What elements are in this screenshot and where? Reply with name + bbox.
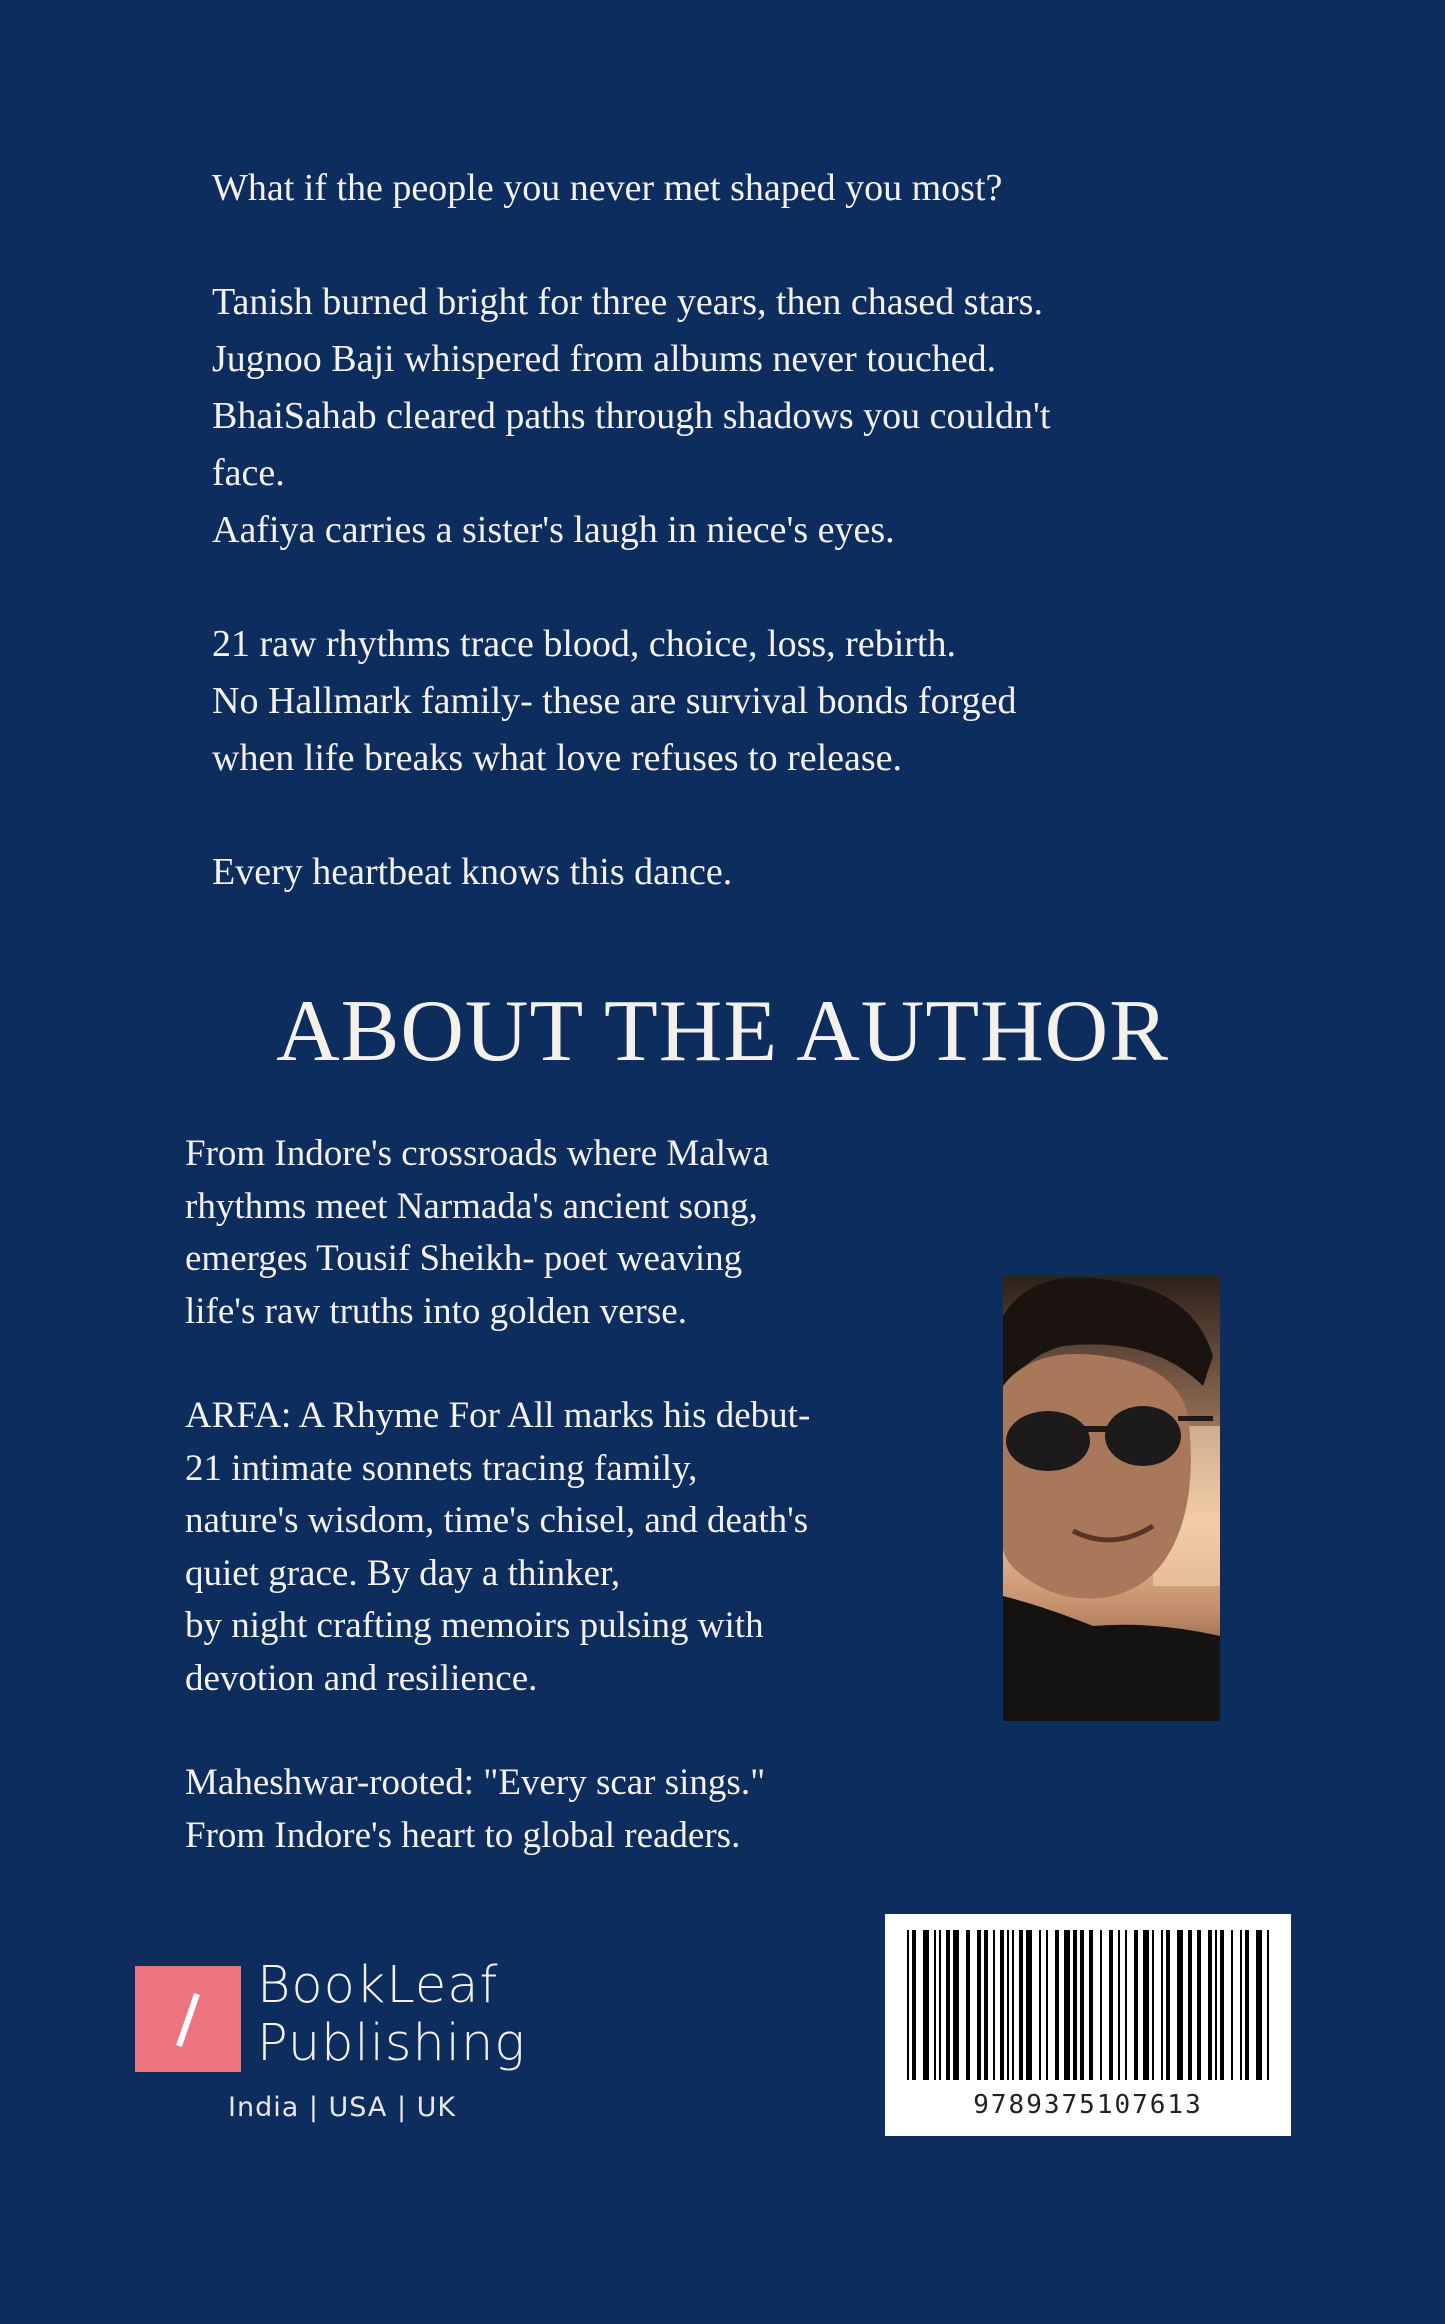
barcode-bar xyxy=(1007,1930,1009,2080)
bio-line: 21 intimate sonnets tracing family, xyxy=(185,1447,698,1489)
bio-paragraph xyxy=(185,1757,925,1862)
barcode-bar xyxy=(912,1930,916,2080)
isbn-barcode xyxy=(885,1914,1291,2136)
barcode-bar xyxy=(1240,1930,1242,2080)
barcode-bar xyxy=(1220,1930,1224,2080)
barcode-bar xyxy=(939,1930,941,2080)
about-the-author-heading: ABOUT THE AUTHOR xyxy=(276,983,1169,1080)
blurb-line: BhaiSahab cleared paths through shadows you couldn't xyxy=(212,395,1051,437)
bio-line: rhythms meet Narmada's ancient song, xyxy=(185,1185,758,1227)
barcode-bar xyxy=(1267,1930,1269,2080)
blurb-paragraph xyxy=(212,616,1212,787)
barcode-bar xyxy=(1256,1930,1262,2080)
blurb-line: Aafiya carries a sister's laugh in niece's eyes. xyxy=(212,509,895,551)
bio-line: ARFA: A Rhyme For All marks his debut- xyxy=(185,1395,811,1436)
barcode-bar xyxy=(1245,1930,1249,2080)
blurb-line: Tanish burned bright for three years, then chased stars. xyxy=(212,281,1043,323)
barcode-bar xyxy=(1177,1930,1183,2080)
blurb-line: No Hallmark family- these are survival bonds forged xyxy=(212,680,1017,722)
barcode-bar xyxy=(1161,1930,1163,2080)
barcode-bar xyxy=(1197,1930,1201,2080)
bio-line: From Indore's crossroads where Malwa xyxy=(185,1133,770,1174)
barcode-bar xyxy=(923,1930,929,2080)
barcode-bar xyxy=(977,1930,981,2080)
barcode-bar xyxy=(1231,1930,1233,2080)
blurb-paragraph xyxy=(212,160,1212,217)
bio-line: devotion and resilience. xyxy=(185,1657,538,1699)
bio-line: emerges Tousif Sheikh- poet weaving xyxy=(185,1238,743,1279)
bio-line: life's raw truths into golden verse. xyxy=(185,1290,687,1332)
barcode-bar xyxy=(1166,1930,1170,2080)
blurb-line: What if the people you never met shaped you most? xyxy=(212,167,1003,209)
barcode-bar xyxy=(1109,1930,1113,2080)
blurb-line: face. xyxy=(212,452,285,494)
barcode-bar xyxy=(1134,1930,1138,2080)
publisher-regions: India | USA | UK xyxy=(228,2092,457,2123)
barcode-bar xyxy=(1039,1930,1041,2080)
publisher-name-line1: BookLeaf xyxy=(257,1956,499,2015)
barcode-bar xyxy=(907,1930,909,2080)
barcode-bar xyxy=(946,1930,950,2080)
barcode-bar xyxy=(1000,1930,1004,2080)
barcode-bar xyxy=(1019,1930,1023,2080)
bio-line: Maheshwar-rooted: "Every scar sings." xyxy=(185,1762,766,1803)
bio-paragraph xyxy=(185,1128,925,1338)
barcode-bar xyxy=(1089,1930,1093,2080)
bio-line: by night crafting memoirs pulsing with xyxy=(185,1605,764,1646)
barcode-bar xyxy=(1012,1930,1014,2080)
blurb-line: when life breaks what love refuses to release. xyxy=(212,737,903,779)
bio-paragraph xyxy=(185,1390,925,1705)
barcode-bar xyxy=(953,1930,959,2080)
bio-line: nature's wisdom, time's chisel, and death's xyxy=(185,1500,809,1541)
barcode-bar xyxy=(993,1930,995,2080)
author-bio xyxy=(185,1128,925,1914)
back-cover-blurb xyxy=(212,160,1212,901)
isbn-number: 9789375107613 xyxy=(973,2090,1203,2120)
barcode-bar xyxy=(1055,1930,1059,2080)
barcode-bar xyxy=(934,1930,936,2080)
author-photo xyxy=(1003,1276,1220,1721)
publisher-logo xyxy=(135,1956,535,2133)
barcode-bar xyxy=(1208,1930,1212,2080)
barcode-bar xyxy=(1143,1930,1149,2080)
barcode-bar xyxy=(1125,1930,1127,2080)
publisher-name-line2: Publishing xyxy=(257,2014,526,2073)
blurb-line: 21 raw rhythms trace blood, choice, loss, rebirth. xyxy=(212,623,956,665)
bio-line: quiet grace. By day a thinker, xyxy=(185,1552,621,1594)
bio-line: From Indore's heart to global readers. xyxy=(185,1814,741,1856)
blurb-line: Every heartbeat knows this dance. xyxy=(212,851,733,893)
barcode-bar xyxy=(1152,1930,1154,2080)
publisher-name xyxy=(257,1957,526,2073)
barcode-bar xyxy=(966,1930,970,2080)
barcode-bar xyxy=(1080,1930,1084,2080)
barcode-bar xyxy=(1215,1930,1217,2080)
barcode-bar xyxy=(1073,1930,1077,2080)
barcode-bar xyxy=(1064,1930,1070,2080)
blurb-paragraph xyxy=(212,274,1212,559)
barcode-bar xyxy=(1026,1930,1032,2080)
blurb-paragraph xyxy=(212,844,1212,901)
leaf-slash-icon xyxy=(135,1966,241,2072)
barcode-bar xyxy=(1100,1930,1102,2080)
blurb-line: Jugnoo Baji whispered from albums never touched. xyxy=(212,338,997,380)
barcode-bar xyxy=(1188,1930,1192,2080)
barcode-bar xyxy=(1118,1930,1120,2080)
barcode-bar xyxy=(984,1930,988,2080)
barcode-bar xyxy=(1046,1930,1048,2080)
